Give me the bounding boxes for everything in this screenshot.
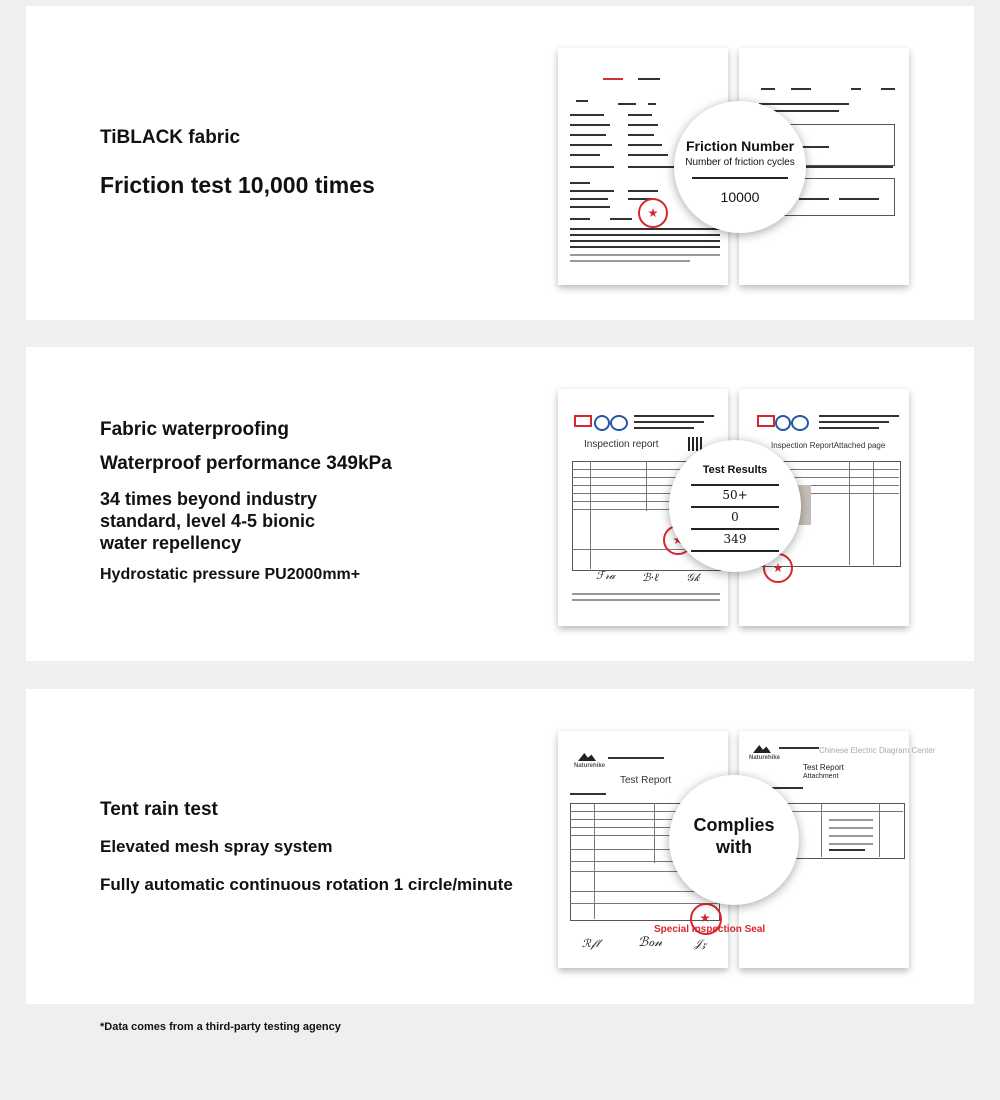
section-rain-test-card [26,689,974,1004]
header-note: Chinese Electric Diagram Center [819,746,936,755]
lens-divider [691,528,779,530]
inspection-report-document-left: Inspection report ℱ𝓇𝒶 ℬ·ℓ 𝒢𝓀 [558,389,728,626]
friction-cycles-subtitle: Number of friction cycles [685,157,795,168]
attachment-title: Attachment [803,773,839,780]
friction-number-title: Friction Number [685,138,795,154]
lens-divider [692,177,788,179]
cnas-logo-icon [791,415,809,431]
complies-line-2: with [716,837,752,857]
cnas-logo-icon [610,415,628,431]
friction-result-magnifier [674,101,806,233]
section-headline: Elevated mesh spray system [100,837,333,856]
section-friction-card [26,6,974,320]
special-inspection-seal-caption: Special Inspection Seal [654,924,766,935]
inspection-attached-title: Inspection ReportAttached page [771,441,886,450]
section-label: Fabric waterproofing [100,419,289,440]
cma-logo-icon [757,415,775,427]
data-source-footnote: *Data comes from a third-party testing agency [100,1021,341,1033]
inspection-report-title: Inspection report [584,439,659,450]
naturehike-logo-icon [578,753,596,761]
section-label: Tent rain test [100,799,218,820]
detail-line-3: water repellency [100,533,242,553]
lens-divider [691,506,779,508]
brand-name: Naturehike [749,755,781,761]
section-label: TiBLACK fabric [100,127,241,148]
section-waterproof-card [26,347,974,661]
ilac-logo-icon [594,415,610,431]
section-headline: Friction test 10,000 times [100,172,375,198]
section-extra: Fully automatic continuous rotation 1 circle/minute [100,875,513,894]
complies-line-1: Complies [693,815,775,835]
detail-line-2: standard, level 4-5 bionic [100,511,316,531]
result-value-3: 349 [723,532,747,546]
section-extra: Hydrostatic pressure PU2000mm+ [100,566,361,583]
section-headline: Waterproof performance 349kPa [100,453,392,474]
test-results-title: Test Results [702,464,768,476]
test-results-magnifier [669,440,801,572]
test-report-title: Test Report [803,763,844,772]
inspection-stamp-icon [638,198,668,228]
rain-test-report-document-left: Naturehike Test Report ℛ𝒻𝓁 ℬℴ𝓃 𝒥𝓏 [558,731,728,968]
lens-divider [691,484,779,486]
test-report-title: Test Report [620,775,672,786]
compliance-magnifier [669,775,799,905]
lens-divider [691,550,779,552]
brand-name: Naturehike [574,763,606,769]
ilac-logo-icon [775,415,791,431]
result-value-2: 0 [731,510,739,524]
detail-line-1: 34 times beyond industry [100,489,318,509]
friction-cycles-value: 10000 [720,189,760,205]
naturehike-logo-icon [753,745,771,753]
result-value-1: 50+ [722,488,748,502]
cma-logo-icon [574,415,592,427]
